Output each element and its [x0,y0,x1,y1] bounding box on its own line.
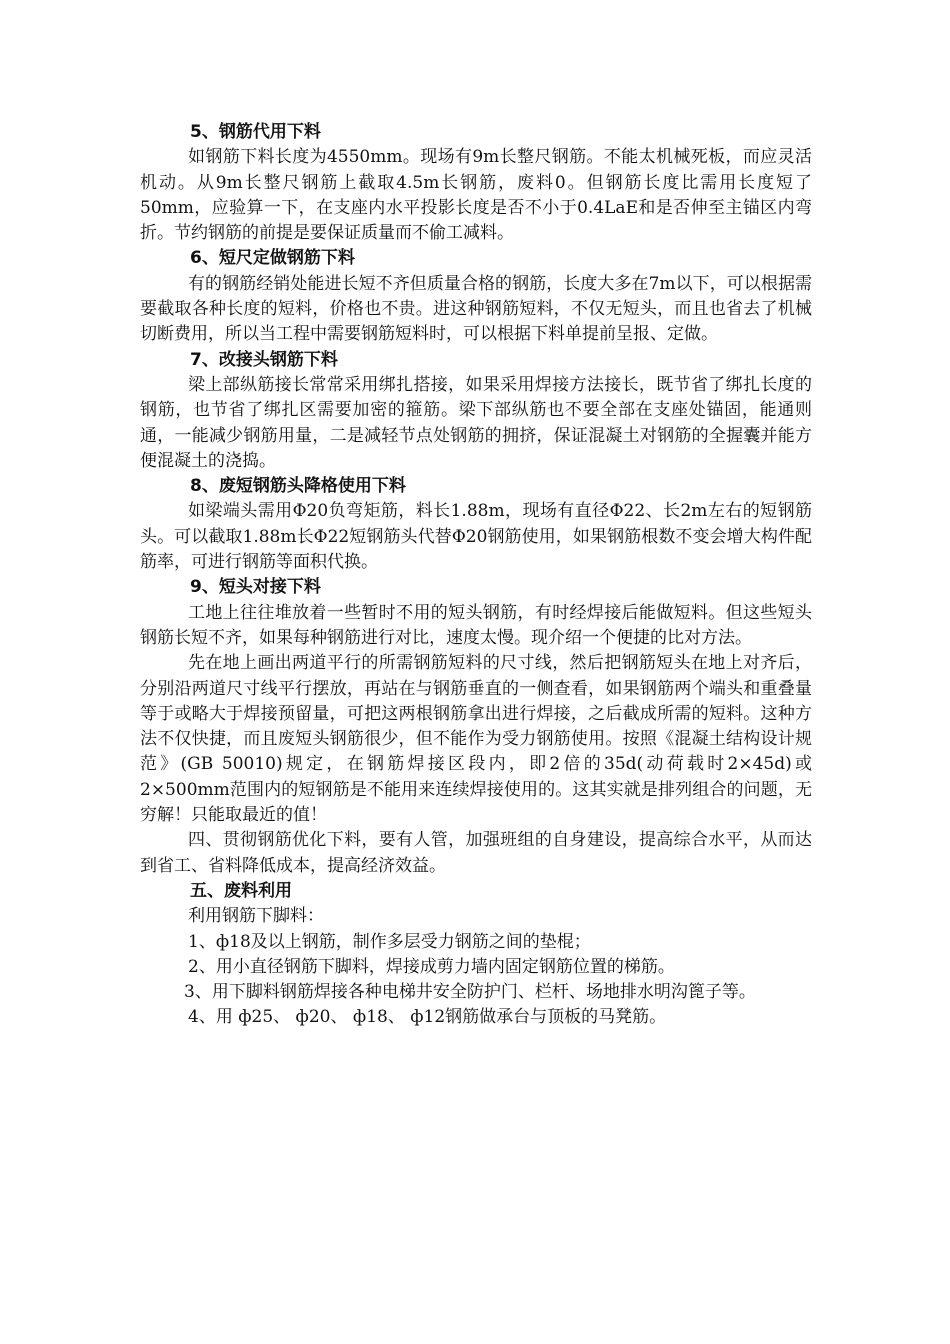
paragraph-9-2: 先在地上画出两道平行的所需钢筋短料的尺寸线，然后把钢筋短头在地上对齐后，分别沿两道尺寸线平行摆放，再站在与钢筋垂直的一侧查看，如果钢筋两个端头和重叠量等于或略大于焊接预留量，可把这两根钢筋拿出进行焊接，之后截成所需的短料。这种方法不仅快捷，而且废短头钢筋很少，但不能作为受力钢筋使用。按照《混凝土结构设计规范》(GB 50010)规定，在钢筋焊接区段内，即2倍的35d(动荷载时2×45d)或2×500mm范围内的短钢筋是不能用来连续焊接使用的。这其实就是排列组合的问题，无穷解！只能取最近的值！ [140,653,812,826]
waste-heading: 五、废料利用 [190,880,292,901]
paragraph-5-1: 如钢筋下料长度为4550mm。现场有9m长整尺钢筋。不能太机械死板，而应灵活机动。从9m长整尺钢筋上截取4.5m长钢筋，废料0。但钢筋长度比需用长度短了50mm，应验算一下，在支座内水平投影长度是否不小于0.4LaE和是否伸至主锚区内弯折。节约钢筋的前提是要保证质量而不偷工减料。 [140,147,812,244]
document-page [140,120,812,1031]
section-heading-7: 7、改接头钢筋下料 [190,349,338,370]
paragraph-7-1: 梁上部纵筋接长常常采用绑扎搭接，如果采用焊接方法接长，既节省了绑扎长度的钢筋，也节省了绑扎区需要加密的箍筋。梁下部纵筋也不要全部在支座处锚固，能通则通，一能减少钢筋用量，二是减轻节点处钢筋的拥挤，保证混凝土对钢筋的全握囊并能方便混凝土的浇捣。 [140,374,812,471]
waste-item-3: 3、用下脚料钢筋焊接各种电梯井安全防护门、栏杆、场地排水明沟篦子等。 [184,982,756,1003]
section-heading-9: 9、短头对接下料 [190,577,321,598]
paragraph-6-1: 有的钢筋经销处能进长短不齐但质量合格的钢筋，长度大多在7m以下，可以根据需要截取各种长度的短料，价格也不贵。进这种钢筋短料，不仅无短头，而且也省去了机械切断费用，所以当工程中需要钢筋短料时，可以根据下料单提前呈报、定做。 [140,273,812,345]
waste-item-2: 2、用小直径钢筋下脚料，焊接成剪力墙内固定钢筋位置的梯筋。 [188,956,675,977]
waste-intro: 利用钢筋下脚料： [188,906,324,927]
paragraph-9-1: 工地上往往堆放着一些暂时不用的短头钢筋，有时经焊接后能做短料。但这些短头钢筋长短不齐，如果每种钢筋进行对比，速度太慢。现介绍一个便捷的比对方法。 [140,602,812,648]
section-heading-5: 5、钢筋代用下料 [190,122,321,142]
section-heading-6: 6、短尺定做钢筋下料 [190,248,355,269]
paragraph-8-1: 如梁端头需用Φ20负弯矩筋，料长1.88m，现场有直径Φ22、长2m左右的短钢筋头。可以截取1.88m长Φ22短钢筋头代替Φ20钢筋使用，如果钢筋根数不变会增大构件配筋率，可进行钢筋等面积代换。 [140,501,812,573]
section-heading-8: 8、废短钢筋头降格使用下料 [190,476,406,497]
waste-item-4: 4、用 ф25、 ф20、 ф18、 ф12钢筋做承台与顶板的马凳筋。 [188,1007,667,1028]
waste-item-1: 1、ф18及以上钢筋，制作多层受力钢筋之间的垫棍； [188,931,591,952]
paragraph-section-four: 四、贯彻钢筋优化下料，要有人管，加强班组的自身建设，提高综合水平，从而达到省工、省料降低成本，提高经济效益。 [140,830,812,876]
